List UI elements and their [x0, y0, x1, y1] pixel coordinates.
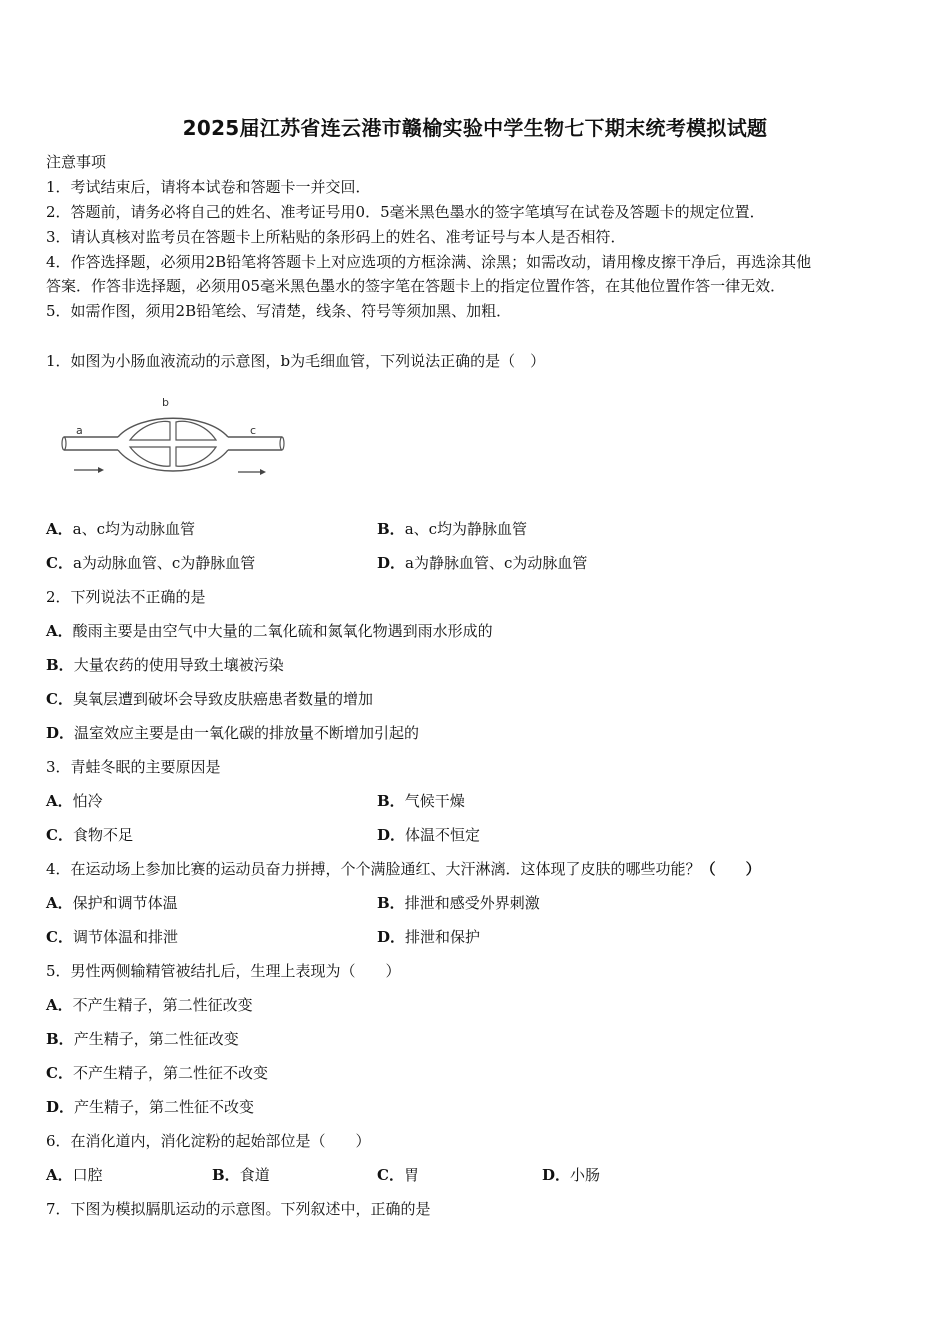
option-1-b: B．a、c均为静脉血管 — [377, 520, 528, 538]
option-2-c: C．臭氧层遭到破坏会导致皮肤癌患者数量的增加 — [46, 690, 373, 708]
option-1-c: C．a为动脉血管、c为静脉血管 — [46, 554, 256, 572]
option-3-d: D．体温不恒定 — [377, 826, 481, 844]
answer-bracket: （ ） — [700, 860, 761, 878]
option-4-c: C．调节体温和排泄 — [46, 928, 178, 946]
notice-heading: 注意事项 — [46, 153, 107, 171]
option-6-c: C．胃 — [377, 1166, 419, 1184]
notice-item: 4．作答选择题，必须用2B铅笔将答题卡上对应选项的方框涂满、涂黑；如需改动，请用橡皮擦干净后，再选涂其他 — [46, 253, 812, 271]
question-stem-1: 1．如图为小肠血液流动的示意图，b为毛细血管，下列说法正确的是（ ） — [46, 352, 546, 370]
option-3-b: B．气候干燥 — [377, 792, 465, 810]
notice-item: 答案．作答非选择题，必须用05毫米黑色墨水的签字笔在答题卡上的指定位置作答，在其他位置作答一律无效． — [46, 277, 786, 295]
option-5-d: D．产生精子，第二性征不改变 — [46, 1098, 255, 1116]
option-6-b: B．食道 — [212, 1166, 270, 1184]
figure-label-b: b — [162, 396, 169, 409]
option-4-a: A．保护和调节体温 — [46, 894, 178, 912]
option-2-b: B．大量农药的使用导致土壤被污染 — [46, 656, 284, 674]
question-stem-5: 5．男性两侧输精管被结扎后，生理上表现为（ ） — [46, 962, 401, 980]
option-6-d: D．小肠 — [542, 1166, 601, 1184]
question-stem-4: 4．在运动场上参加比赛的运动员奋力拼搏，个个满脸通红、大汗淋漓．这体现了皮肤的哪些功能？（ ） — [46, 860, 761, 878]
notice-item: 5．如需作图，须用2B铅笔绘、写清楚，线条、符号等须加黑、加粗． — [46, 302, 512, 320]
capillary-diagram — [60, 392, 290, 487]
option-3-a: A．怕冷 — [46, 792, 103, 810]
question-stem-6: 6．在消化道内，消化淀粉的起始部位是（ ） — [46, 1132, 371, 1150]
option-6-a: A．口腔 — [46, 1166, 103, 1184]
figure-label-a: a — [76, 424, 83, 437]
option-1-d: D．a为静脉血管、c为动脉血管 — [377, 554, 588, 572]
notice-item: 2．答题前，请务必将自己的姓名、准考证号用0．5毫米黑色墨水的签字笔填写在试卷及答题卡的规定位置． — [46, 203, 765, 221]
question-stem-3: 3．青蛙冬眠的主要原因是 — [46, 758, 221, 776]
option-4-b: B．排泄和感受外界刺激 — [377, 894, 540, 912]
option-5-a: A．不产生精子，第二性征改变 — [46, 996, 253, 1014]
option-5-b: B．产生精子，第二性征改变 — [46, 1030, 239, 1048]
option-2-d: D．温室效应主要是由一氧化碳的排放量不断增加引起的 — [46, 724, 420, 742]
question-stem-2: 2．下列说法不正确的是 — [46, 588, 206, 606]
option-5-c: C．不产生精子，第二性征不改变 — [46, 1064, 268, 1082]
question-stem-7: 7．下图为模拟膈肌运动的示意图。下列叙述中，正确的是 — [46, 1200, 431, 1218]
notice-item: 3．请认真核对监考员在答题卡上所粘贴的条形码上的姓名、准考证号与本人是否相符． — [46, 228, 626, 246]
option-3-c: C．食物不足 — [46, 826, 133, 844]
option-2-a: A．酸雨主要是由空气中大量的二氧化硫和氮氧化物遇到雨水形成的 — [46, 622, 493, 640]
page-title: 2025届江苏省连云港市赣榆实验中学生物七下期末统考模拟试题 — [182, 116, 768, 140]
figure-label-c: c — [250, 424, 257, 437]
notice-item: 1．考试结束后，请将本试卷和答题卡一并交回． — [46, 178, 371, 196]
option-4-d: D．排泄和保护 — [377, 928, 481, 946]
option-1-a: A．a、c均为动脉血管 — [46, 520, 195, 538]
